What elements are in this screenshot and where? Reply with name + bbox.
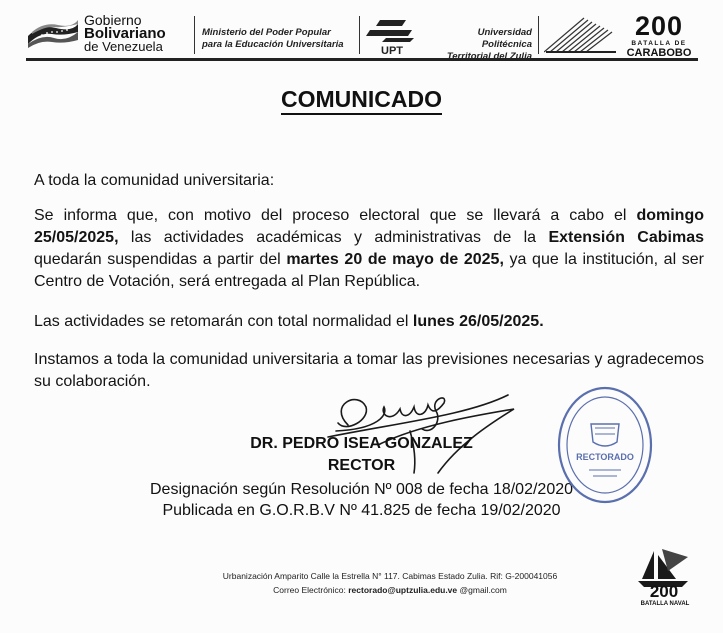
- upt-logo-text: UPT: [381, 45, 403, 56]
- gobierno-line3: de Venezuela: [84, 39, 163, 54]
- letterhead-banner: [26, 8, 698, 61]
- header-divider: [538, 16, 539, 54]
- closing-paragraph: Instamos a toda la comunidad universitaria a tomar las previsiones necesarias y agradecemos su colaboración.: [34, 351, 704, 390]
- announcement-text: las actividades académicas y administrativas de la: [118, 229, 549, 246]
- gazette-line: Publicada en G.O.R.B.V Nº 41.825 de fecha 19/02/2020: [162, 502, 561, 519]
- footer-email-label: Correo Electrónico:: [273, 585, 349, 595]
- bicentenario-number: 200: [634, 11, 684, 41]
- footer: [150, 569, 630, 597]
- document-title: [0, 86, 723, 113]
- resume-text: Las actividades se retomarán con total normalidad el: [34, 313, 413, 330]
- footer-email-suffix: @gmail.com: [457, 585, 507, 595]
- universidad-line2: Territorial del Zulia: [446, 51, 532, 62]
- greeting: A toda la comunidad universitaria:: [34, 172, 275, 189]
- announcement-text: Se informa que, con motivo del proceso electoral que se llevará a cabo el: [34, 207, 637, 224]
- emphasis-text: martes 20 de mayo de 2025,: [286, 251, 504, 268]
- universidad-text: [427, 27, 532, 63]
- batalla-naval-label: BATALLA NAVAL: [640, 601, 690, 607]
- official-seal-stamp: [555, 384, 655, 506]
- emphasis-text: domingo 25/05/2025,: [34, 207, 704, 246]
- seal-text: RECTORADO: [576, 452, 634, 462]
- announcement-text: ya que la institución, al ser Centro de Votación, será entregada al Plan República.: [34, 251, 704, 290]
- bicentenario-line1: BATALLA DE: [631, 40, 687, 47]
- ministerio-text: [202, 27, 344, 51]
- upt-logo: [366, 18, 418, 56]
- document-title-text: COMUNICADO: [281, 86, 442, 115]
- gobierno-line1: Gobierno: [84, 12, 142, 28]
- announcement-paragraph: [34, 205, 704, 293]
- emphasis-text: Extensión Cabimas: [548, 229, 704, 246]
- footer-email-link[interactable]: rectorado@uptzulia.edu.ve: [348, 585, 458, 595]
- resume-date: lunes 26/05/2025.: [412, 313, 544, 330]
- ministerio-line1: Ministerio del Poder Popular: [202, 27, 331, 38]
- bicentenario-line2: CARABOBO: [626, 47, 692, 59]
- signatory-role: RECTOR: [327, 457, 396, 474]
- bicentenario-logo: [620, 12, 698, 59]
- resume-paragraph: [34, 311, 704, 333]
- footer-email-line: [150, 583, 630, 597]
- gobierno-bolivariano-text: [84, 14, 166, 53]
- signatory-name: DR. PEDRO ISEA GONZALEZ: [250, 435, 473, 452]
- universidad-line1: Universidad Politécnica: [477, 27, 532, 50]
- header-divider: [194, 16, 195, 54]
- bicentenario-graphic: [544, 14, 616, 54]
- announcement-text: quedarán suspendidas a partir del: [34, 251, 287, 268]
- header-divider: [359, 16, 360, 54]
- ministerio-line2: para la Educación Universitaria: [202, 39, 344, 50]
- footer-address: Urbanización Amparito Calle la Estrella N° 117. Cabimas Estado Zulia. Rif: G-200041056: [222, 571, 558, 581]
- venezuela-flag-logo: [28, 20, 78, 48]
- batalla-naval-number: 200: [649, 582, 679, 601]
- gobierno-line2: Bolivariano: [84, 25, 166, 42]
- designation-line: Designación según Resolución Nº 008 de fecha 18/02/2020: [149, 481, 574, 498]
